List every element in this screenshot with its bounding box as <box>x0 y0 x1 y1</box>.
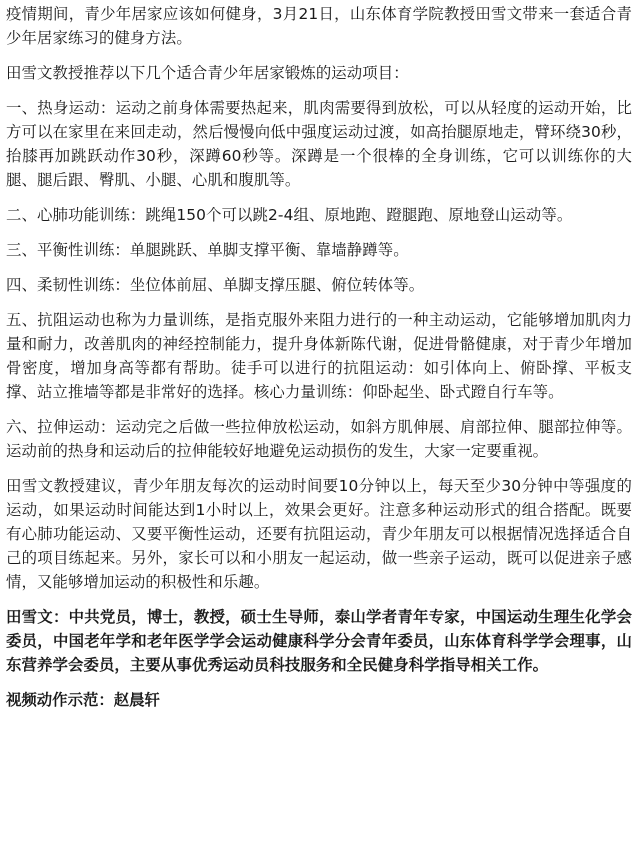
article-body <box>6 0 632 712</box>
item-balance: 三、平衡性训练：单腿跳跃、单脚支撑平衡、靠墙静蹲等。 <box>6 241 409 259</box>
item-warmup: 一、热身运动：运动之前身体需要热起来，肌肉需要得到放松，可以从轻度的运动开始，比方可以在家里在来回走动，然后慢慢向低中强度运动过渡，如高抬腿原地走，臂环绕30秒，抬膝再加跳跃动作30秒，深蹲60秒等。深蹲是一个很棒的全身训练，它可以训练你的大腿、腿后跟、臀肌、小腿、心肌和腹肌等。 <box>6 99 632 189</box>
advice-paragraph: 田雪文教授建议，青少年朋友每次的运动时间要10分钟以上，每天至少30分钟中等强度的运动，如果运动时间能达到1小时以上，效果会更好。注意多种运动形式的组合搭配。既要有心肺功能运动、又要平衡性运动，还要有抗阻运动，青少年朋友可以根据情况选择适合自己的项目练起来。另外，家长可以和小朋友一起运动，做一些亲子运动，既可以促进亲子感情，又能够增加运动的积极性和乐趣。 <box>6 477 632 591</box>
item-resistance: 五、抗阻运动也称为力量训练，是指克服外来阻力进行的一种主动运动，它能够增加肌肉力量和耐力，改善肌肉的神经控制能力，提升身体新陈代谢，促进骨骼健康，对于青少年增加骨密度，增加身高等都有帮助。徒手可以进行的抗阻运动：如引体向上、俯卧撑、平板支撑、站立推墙等都是非常好的选择。核心力量训练：仰卧起坐、卧式蹬自行车等。 <box>6 311 632 401</box>
bio-paragraph: 田雪文：中共党员，博士，教授，硕士生导师，泰山学者青年专家，中国运动生理生化学会委员，中国老年学和老年医学学会运动健康科学分会青年委员，山东体育科学学会理事，山东营养学会委员，主要从事优秀运动员科技服务和全民健身科学指导相关工作。 <box>6 608 632 674</box>
video-credit: 视频动作示范：赵晨轩 <box>6 691 160 709</box>
recommend-paragraph: 田雪文教授推荐以下几个适合青少年居家锻炼的运动项目： <box>6 64 409 82</box>
item-stretching: 六、拉伸运动：运动完之后做一些拉伸放松运动，如斜方肌伸展、肩部拉伸、腿部拉伸等。运动前的热身和运动后的拉伸能较好地避免运动损伤的发生，大家一定要重视。 <box>6 418 632 460</box>
item-cardio: 二、心肺功能训练：跳绳150个可以跳2-4组、原地跑、蹬腿跑、原地登山运动等。 <box>6 206 573 224</box>
intro-paragraph: 疫情期间，青少年居家应该如何健身，3月21日，山东体育学院教授田雪文带来一套适合青少年居家练习的健身方法。 <box>6 5 632 47</box>
item-flexibility: 四、柔韧性训练：坐位体前屈、单脚支撑压腿、俯位转体等。 <box>6 276 425 294</box>
